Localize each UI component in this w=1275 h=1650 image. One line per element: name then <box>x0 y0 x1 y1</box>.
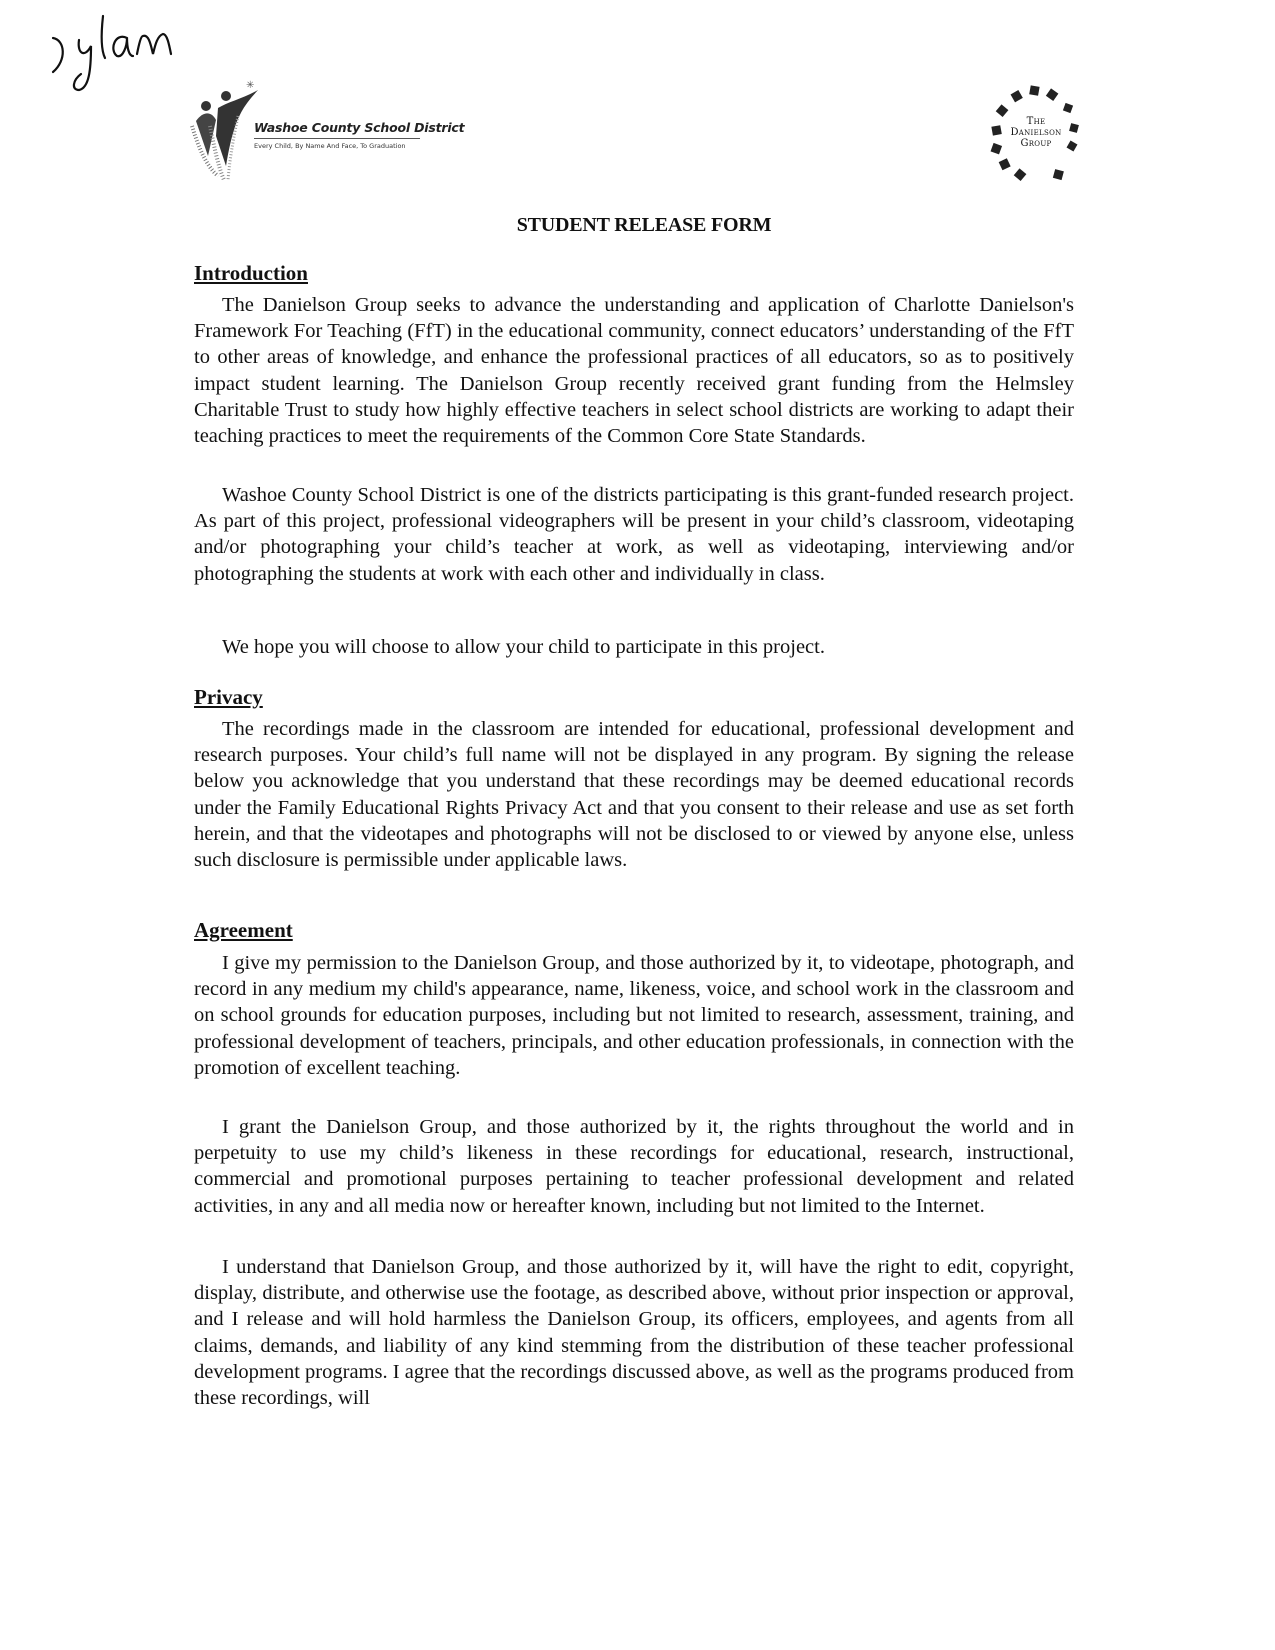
danielson-group-logo <box>990 82 1082 186</box>
page-title: STUDENT RELEASE FORM <box>516 214 772 236</box>
wordmark-line-1: The <box>1026 116 1046 127</box>
intro-paragraph-1: The Danielson Group seeks to advance the understanding and application of Charlotte Danielson's Framework For Teaching (FfT) in the educational community, connect educators’ understanding of the FfT to other areas of knowledge, and enhance the professional practices of all educators, so as to positively impact student learning. The Danielson Group recently received grant funding from the Helmsley Charitable Trust to study how highly effective teachers in select school districts are working to adapt their teaching practices to meet the requirements of the Common Core State Standards. <box>194 294 1074 448</box>
wordmark-line-2: Danielson <box>1010 127 1062 138</box>
agreement-paragraph-1: I give my permission to the Danielson Group, and those authorized by it, to videotape, photograph, and record in any medium my child's appearance, name, likeness, voice, and school work in the classroom and on school grounds for education purposes, including but not limited to research, assessment, training, and professional development of teachers, principals, and other education professionals, in connection with the promotion of excellent teaching. <box>194 952 1074 1079</box>
district-rule <box>254 138 420 139</box>
district-figures-icon <box>188 76 258 186</box>
section-heading-introduction: Introduction <box>194 261 308 285</box>
intro-paragraph-2: Washoe County School District is one of the districts participating is this grant-funded research project. As part of this project, professional videographers will be present in your child’s classroom, videotaping and/or photographing your child’s teacher at work, as well as videotaping, interviewing and/or photographing the students at work with each other and individually in class. <box>194 484 1074 585</box>
district-name: Washoe County School District <box>254 120 465 135</box>
agreement-paragraph-2: I grant the Danielson Group, and those authorized by it, the rights throughout the world and in perpetuity to use my child’s likeness in these recordings for educational, research, instructional, commercial and promotional purposes pertaining to teacher professional development and related activities, in any and all media now or hereafter known, including but not limited to the Internet. <box>194 1116 1074 1217</box>
svg-text:✳: ✳ <box>246 80 255 91</box>
district-logo <box>188 76 465 186</box>
agreement-paragraph-3: I understand that Danielson Group, and those authorized by it, will have the right to edit, copyright, display, distribute, and otherwise use the footage, as described above, without prior inspection or approval, and I release and will hold harmless the Danielson Group, its officers, employees, and agents from all claims, demands, and liability of any kind stemming from the distribution of these teacher professional development programs. I agree that the recordings discussed above, as well as the programs produced from these recordings, will <box>194 1256 1074 1410</box>
privacy-paragraph-1: The recordings made in the classroom are intended for educational, professional development and research purposes. Your child’s full name will not be displayed in any program. By signing the release below you acknowledge that you understand that these recordings may be deemed educational records under the Family Educational Rights Privacy Act and that you consent to their release and use as set forth herein, and that the videotapes and photographs will not be disclosed to or viewed by anyone else, unless such disclosure is permissible under applicable laws. <box>194 718 1074 872</box>
handwritten-name <box>45 10 175 100</box>
danielson-group-wordmark <box>990 116 1082 149</box>
intro-paragraph-3: We hope you will choose to allow your child to participate in this project. <box>222 636 825 658</box>
section-heading-privacy: Privacy <box>194 685 263 709</box>
district-tagline: Every Child, By Name And Face, To Graduation <box>254 142 406 150</box>
section-heading-agreement: Agreement <box>194 918 293 942</box>
wordmark-line-3: Group <box>1020 138 1052 149</box>
